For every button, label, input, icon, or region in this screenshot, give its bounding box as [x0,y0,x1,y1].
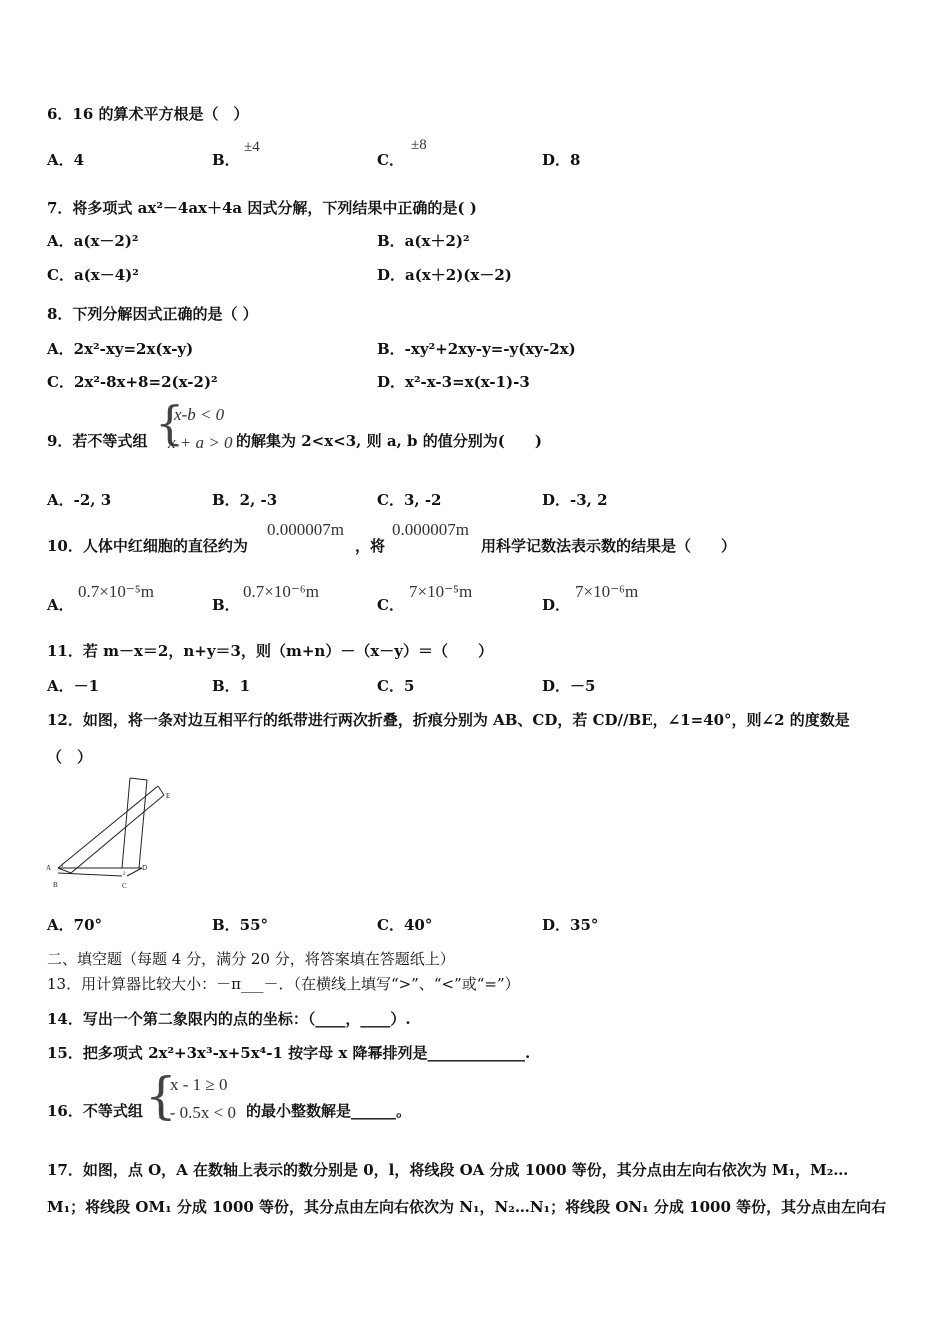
q10-option-c-label: C． [377,596,404,614]
q7-option-c[interactable]: C．a(x－4)² [47,266,139,284]
q9-ineq1: x-b < 0 [174,405,225,424]
fold-ab [58,868,71,873]
q8-option-d[interactable]: D．x²-x-3=x(x-1)-3 [377,373,530,391]
q9-ineq2: x + a > 0 [168,433,233,452]
q10-option-c[interactable] [377,594,404,615]
q12-stem: 12．如图，将一条对边互相平行的纸带进行两次折叠，折痕分别为 AB、CD，若 CD//BE，∠1=40°，则∠2 的度数是 [47,711,850,729]
q11-option-b[interactable]: B．1 [212,677,251,695]
q10-value1: 0.000007m [267,520,344,539]
q6-option-b-label: B． [212,151,240,169]
q12-option-b[interactable]: B．55° [212,916,269,934]
q6-option-b[interactable] [212,149,240,170]
q10-option-d-math: 7×10⁻⁶m [575,582,639,601]
q10-option-d-label: D． [542,596,571,614]
q7-option-b[interactable]: B．a(x＋2)² [377,232,470,250]
q10-suffix: 用科学记数法表示数的结果是（ ） [481,537,737,555]
q11-option-a[interactable]: A．－1 [47,677,100,695]
q10-option-b[interactable] [212,594,240,615]
q8-option-b[interactable]: B．-xy²+2xy-y=-y(xy-2x) [377,340,576,358]
q12-option-d[interactable]: D．35° [542,916,599,934]
q10-value2: 0.000007m [392,520,469,539]
q6-option-c-label: C． [377,151,404,169]
diag-top-edge [158,786,164,795]
q12-option-c[interactable]: C．40° [377,916,433,934]
q13: 13．用计算器比较大小：－π___－．（在横线上填写“>”、“<”或“=”） [47,975,520,993]
q10-option-b-math: 0.7×10⁻⁶m [243,582,319,601]
fig-label-d: D [142,864,148,872]
q9-option-c[interactable]: C．3, -2 [377,491,442,509]
q9-brace: { [155,396,185,450]
q6-stem: 6．16 的算术平方根是（ ） [47,105,249,123]
q10-mid: ，将 [355,537,386,555]
q6-option-a[interactable]: A．4 [47,151,85,169]
fig-label-angle1: 1 [61,864,64,869]
q10-option-c-math: 7×10⁻⁵m [409,582,473,601]
q16-ineq1: x - 1 ≥ 0 [170,1075,228,1094]
q10-option-a[interactable] [47,594,74,615]
fig-label-c: C [122,882,127,890]
q11-option-c[interactable]: C．5 [377,677,415,695]
q15: 15．把多项式 2x²+3x³-x+5x⁴-1 按字母 x 降幂排列是_____________. [47,1044,531,1062]
q7-stem: 7．将多项式 ax²－4ax＋4a 因式分解，下列结果中正确的是( ) [47,199,477,217]
q11-option-d[interactable]: D．－5 [542,677,596,695]
base-right [127,868,142,876]
q9-option-b[interactable]: B．2, -3 [212,491,278,509]
q16-prefix: 16．不等式组 [47,1102,143,1120]
q8-option-c[interactable]: C．2x²-8x+8=2(x-2)² [47,373,218,391]
fig-label-angle2: 2 [123,872,126,877]
q10-option-a-label: A． [47,596,74,614]
q6-option-c[interactable] [377,149,404,170]
q8-stem: 8．下列分解因式正确的是（ ） [47,305,258,323]
q9-prefix: 9．若不等式组 [47,432,148,450]
q10-option-b-label: B． [212,596,240,614]
strip-left-edge [122,778,130,868]
fig-label-b: B [53,881,58,889]
q16-brace: { [145,1067,177,1125]
q10-prefix: 10．人体中红细胞的直径约为 [47,537,248,555]
q9-suffix: 的解集为 2<x<3, 则 a, b 的值分别为( ) [236,432,542,450]
section2-heading: 二、填空题（每题 4 分，满分 20 分，将答案填在答题纸上） [47,950,455,968]
q11-stem: 11．若 m－x＝2，n+y＝3，则（m+n）－（x－y）＝（ ） [47,642,493,660]
q7-option-d[interactable]: D．a(x＋2)(x－2) [377,266,512,284]
q16-ineq2: 1 - 0.5x < 0 [157,1103,236,1122]
q8-option-a[interactable]: A．2x²-xy=2x(x-y) [47,340,194,358]
q16-suffix: 的最小整数解是______。 [246,1102,412,1120]
q10-option-a-math: 0.7×10⁻⁵m [78,582,154,601]
q14: 14．写出一个第二象限内的点的坐标：（____，____）. [47,1010,411,1028]
q12-figure [44,772,184,894]
fig-label-e: E [166,792,171,800]
q9-option-d[interactable]: D．-3, 2 [542,491,608,509]
strip-right-edge [139,780,147,868]
q17-line2: M₁；将线段 OM₁ 分成 1000 等份，其分点由左向右依次为 N₁，N₂…N₁；将线段 ON₁ 分成 1000 等份，其分点由左向右 [47,1198,887,1216]
diag-lower-edge [71,795,164,873]
q17-line1: 17．如图，点 O，A 在数轴上表示的数分别是 0，l，将线段 OA 分成 1000 等份，其分点由左向右依次为 M₁，M₂… [47,1161,849,1179]
q6-option-d[interactable]: D．8 [542,151,581,169]
fig-label-a: A [46,864,52,872]
strip-top-edge [130,778,147,780]
q6-option-c-math: ±8 [411,137,427,153]
q9-option-a[interactable]: A．-2, 3 [47,491,112,509]
q10-option-d[interactable] [542,594,570,615]
q12-stem-cont: （ ） [47,748,93,766]
q7-option-a[interactable]: A．a(x－2)² [47,232,139,250]
q12-option-a[interactable]: A．70° [47,916,103,934]
base-bottom [58,873,122,876]
q6-option-b-math: ±4 [244,139,260,155]
